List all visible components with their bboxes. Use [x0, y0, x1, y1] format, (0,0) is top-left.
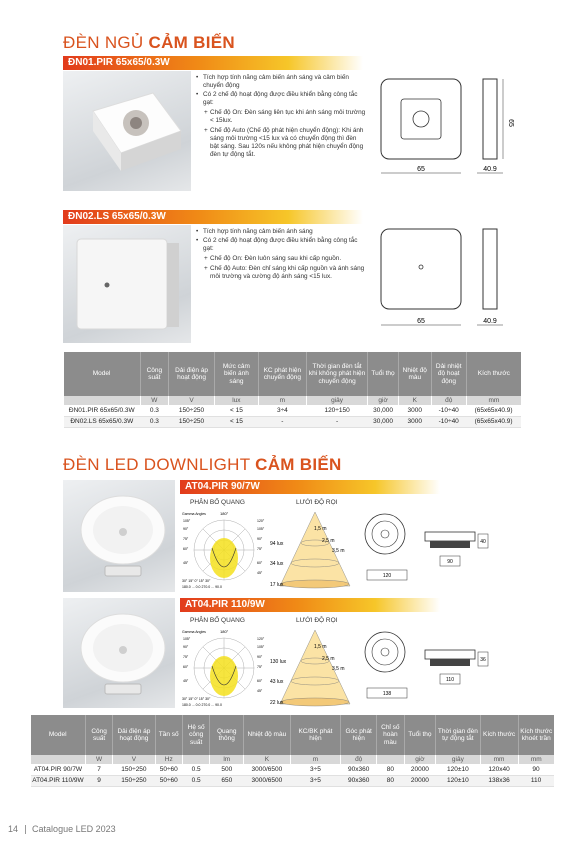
dim-width: 65 [417, 166, 425, 173]
product-header-dn01: ĐN01.PIR 65x65/0.3W [63, 56, 363, 70]
polar-angle-label: 75° [257, 665, 263, 669]
dimension-drawing-at04-90 [360, 508, 520, 590]
section-title-night-light: ĐÈN NGỦ CẢM BIẾN [63, 33, 235, 52]
polar-angle-label: 75° [183, 655, 189, 659]
product-header-at04-110: AT04.PIR 110/9W [180, 598, 440, 612]
table-header: Tuổi thọ [404, 715, 436, 755]
product-header-at04-90: AT04.PIR 90/7W [180, 480, 440, 494]
feature-item: • Có 2 chế độ hoạt động được điều khiển bằng công tắc gạt: [196, 91, 366, 107]
polar-angle-label: 90° [183, 645, 189, 649]
feature-item: • Có 2 chế độ hoạt động được điều khiển bằng công tắc gạt: [196, 237, 366, 253]
svg-text:40: 40 [480, 539, 486, 545]
table-header: Nhiệt độ màu [244, 715, 290, 755]
polar-angle-label: 45° [183, 561, 189, 565]
polar-angle-label: 105° [257, 527, 265, 531]
polar-angle-label: 45° [257, 689, 263, 693]
svg-text:138: 138 [382, 691, 392, 697]
polar-angle-label: 120° [257, 519, 265, 523]
table-header: Dải điện áp hoạt động [113, 715, 155, 755]
table-row: AT04.PIR 110/9W 9 150÷250 50÷60 0.5 650 3000/6500 3÷5 90x360 80 20000 120±10 138x36 110 [31, 775, 555, 786]
table-row: AT04.PIR 90/7W 7 150÷250 50÷60 0.5 500 3000/6500 3÷5 90x360 80 20000 120±10 120x40 90 [31, 764, 555, 775]
feature-subitem: + Chế độ Auto: Đèn chỉ sáng khi cấp nguồn và ánh sáng môi trường và cường độ ánh sáng <15 lux. [196, 265, 366, 281]
polar-angle-label: 60° [257, 679, 263, 683]
dim-depth: 40.9 [483, 318, 497, 325]
table-header: Kích thước [480, 715, 518, 755]
feature-item: • Tích hợp tính năng cảm biến ánh sáng và cảm biến chuyển động [196, 74, 366, 90]
svg-text:180.0 ... 0.0 270.0 ... 90.0: 180.0 ... 0.0 270.0 ... 90.0 [182, 703, 222, 707]
downlight-image [63, 598, 175, 708]
polar-angle-label: 90° [257, 655, 263, 659]
table-header: Hệ số công suất [182, 715, 209, 755]
polar-angle-label: 60° [257, 561, 263, 565]
light-distribution-label: PHÂN BỐ QUANG [190, 617, 245, 624]
table-header: Thời gian đèn tự động tắt [436, 715, 480, 755]
feature-list-dn01 [196, 74, 366, 161]
svg-text:34 lux: 34 lux [270, 561, 284, 567]
spec-table-night-lights [63, 352, 521, 428]
night-light-ls-image [63, 225, 191, 343]
svg-text:120: 120 [382, 573, 392, 579]
svg-text:94 lux: 94 lux [270, 541, 284, 547]
illuminance-cone-at04-90 [270, 508, 360, 590]
polar-angle-label: 105° [257, 645, 265, 649]
svg-text:2,5 m: 2,5 m [322, 656, 335, 662]
product-photo-dn01 [63, 71, 191, 191]
svg-text:110: 110 [446, 677, 454, 683]
polar-angle-label: 45° [257, 571, 263, 575]
svg-text:22 lux: 22 lux [270, 700, 284, 706]
product-photo-at04-90 [63, 480, 175, 592]
polar-angle-label: 90° [183, 527, 189, 531]
table-header: Model [31, 715, 86, 755]
gamma-label: Gamma Angles [182, 512, 206, 516]
table-header: Mức cảm biến ánh sáng [215, 352, 259, 396]
svg-text:180°: 180° [220, 511, 229, 516]
table-header: Công suất [85, 715, 112, 755]
table-header: Chỉ số hoàn màu [377, 715, 404, 755]
dimension-drawing-at04-110 [360, 626, 520, 708]
svg-text:1,5 m: 1,5 m [314, 644, 327, 650]
table-header-row [31, 715, 555, 755]
polar-angle-label: 90° [257, 537, 263, 541]
spec-table-downlights [30, 715, 554, 787]
feature-item: • Tích hợp tính năng cảm biến ánh sáng [196, 228, 366, 236]
polar-angle-label: 75° [183, 537, 189, 541]
table-header: Thời gian đèn tắt khi không phát hiện chuyển động [306, 352, 367, 396]
page-number: 14 [8, 824, 19, 834]
polar-diagram-at04-90 [182, 508, 268, 590]
svg-text:30° 15° 0° 15° 30°: 30° 15° 0° 15° 30° [182, 579, 211, 583]
table-row: ĐN01.PIR 65x65/0.3W 0.3 150÷250 < 15 3÷4 120÷150 30,000 3000 -10÷40 (65x65x40.9) [64, 405, 522, 416]
svg-text:1,5 m: 1,5 m [314, 526, 327, 532]
illuminance-cone-at04-110 [270, 626, 360, 708]
polar-angle-label: 60° [183, 665, 189, 669]
page-footer [8, 824, 116, 834]
svg-text:180°: 180° [220, 629, 229, 634]
feature-subitem: + Chế độ On: Đèn luôn sáng sau khi cấp nguồn. [196, 255, 366, 263]
dim-width: 65 [417, 318, 425, 325]
table-header: Tần số [155, 715, 182, 755]
illuminance-grid-label: LƯỚI ĐỘ RỌI [296, 617, 338, 624]
table-header: Dải điện áp hoạt động [169, 352, 215, 396]
table-header: Quang thông [210, 715, 244, 755]
polar-angle-label: 105° [183, 519, 191, 523]
table-header: Nhiệt độ màu [398, 352, 431, 396]
footer-text: Catalogue LED 2023 [32, 824, 116, 834]
section-title-downlight: ĐÈN LED DOWNLIGHT CẢM BIẾN [63, 455, 342, 474]
table-header: KC/BK phát hiện [290, 715, 341, 755]
product-photo-at04-110 [63, 598, 175, 708]
table-header: Kích thước khoét trần [518, 715, 554, 755]
svg-text:180.0 ... 0.0 270.0 ... 90.0: 180.0 ... 0.0 270.0 ... 90.0 [182, 585, 222, 589]
feature-subitem: + Chế độ Auto (Chế độ phát hiện chuyển động): Khi ánh sáng môi trường <15 lux và có chuyển động thì đèn bật sáng. Sau 120s nếu không phát hiện chuyển động đèn tự động tắt. [196, 127, 366, 159]
polar-angle-label: 45° [183, 679, 189, 683]
table-header: Tuổi thọ [368, 352, 399, 396]
table-header: Góc phát hiện [341, 715, 377, 755]
table-row: ĐN02.LS 65x65/0.3W 0.3 150÷250 < 15 - - 30,000 3000 -10÷40 (65x65x40.9) [64, 416, 522, 427]
svg-text:30° 15° 0° 15° 30°: 30° 15° 0° 15° 30° [182, 697, 211, 701]
downlight-image [63, 480, 175, 592]
feature-subitem: + Chế độ On: Đèn sáng liên tục khi ánh sáng môi trường < 15lux. [196, 109, 366, 125]
table-units-row: W V Hz lm K m độ giờ giây mm mm [31, 755, 555, 764]
svg-text:90: 90 [447, 559, 453, 565]
footer-divider [25, 825, 26, 834]
light-distribution-label: PHÂN BỐ QUANG [190, 499, 245, 506]
dim-height: 65 [507, 119, 514, 127]
svg-text:43 lux: 43 lux [270, 679, 284, 685]
gamma-label: Gamma Angles [182, 630, 206, 634]
table-units-row: W V lux m giây giờ K độ mm [64, 396, 522, 405]
svg-text:130 lux: 130 lux [270, 659, 287, 665]
table-header: Model [64, 352, 141, 396]
polar-angle-label: 60° [183, 547, 189, 551]
table-header-row [64, 352, 522, 396]
product-header-dn02: ĐN02.LS 65x65/0.3W [63, 210, 363, 224]
illuminance-grid-label: LƯỚI ĐỘ RỌI [296, 499, 338, 506]
svg-text:17 lux: 17 lux [270, 582, 284, 588]
svg-text:36: 36 [480, 657, 486, 663]
product-photo-dn02 [63, 225, 191, 343]
table-header: KC phát hiện chuyển động [258, 352, 306, 396]
dimension-drawing-dn01 [375, 75, 525, 190]
svg-text:2,5 m: 2,5 m [322, 538, 335, 544]
table-header: Dải nhiệt độ hoạt động [431, 352, 466, 396]
svg-text:3,5 m: 3,5 m [332, 548, 345, 554]
table-header: Công suất [140, 352, 168, 396]
polar-angle-label: 75° [257, 547, 263, 551]
table-header: Kích thước [466, 352, 521, 396]
feature-list-dn02 [196, 228, 366, 283]
polar-angle-label: 105° [183, 637, 191, 641]
night-light-pir-image [63, 71, 191, 191]
svg-text:3,5 m: 3,5 m [332, 666, 345, 672]
dimension-drawing-dn02 [375, 225, 525, 340]
polar-angle-label: 120° [257, 637, 265, 641]
dim-depth: 40.9 [483, 166, 497, 173]
polar-diagram-at04-110 [182, 626, 268, 708]
